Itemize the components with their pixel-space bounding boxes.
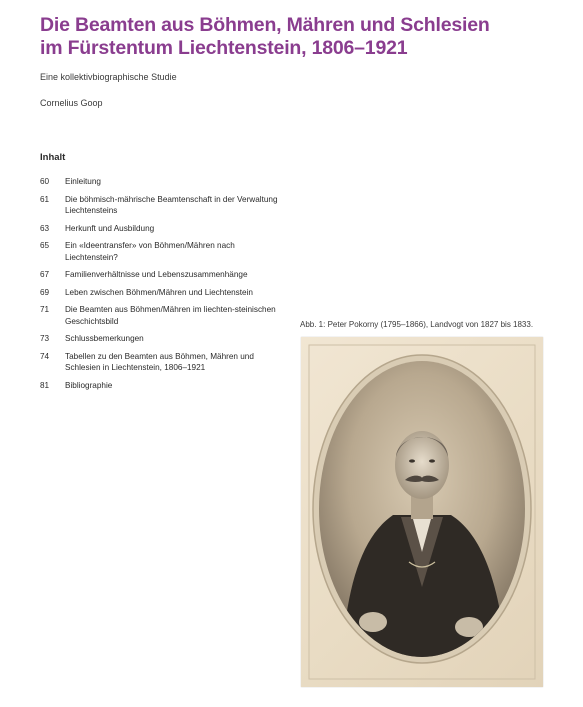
toc-item[interactable]: [40, 351, 280, 374]
toc-item[interactable]: [40, 269, 280, 281]
toc-page-number: 60: [40, 177, 50, 186]
table-of-contents: [40, 176, 280, 397]
document-title-line-1: Die Beamten aus Böhmen, Mähren und Schlesien: [40, 14, 490, 36]
toc-entry-title: Leben zwischen Böhmen/Mähren und Liechtenstein: [65, 287, 253, 297]
document-title: [40, 14, 560, 60]
document-author: Cornelius Goop: [40, 98, 103, 108]
portrait-illustration: [301, 337, 543, 687]
toc-item[interactable]: [40, 380, 280, 392]
figure-caption: Abb. 1: Peter Pokorny (1795–1866), Landvogt von 1827 bis 1833.: [300, 320, 534, 329]
toc-page-number: 65: [40, 241, 50, 250]
toc-item[interactable]: [40, 304, 280, 327]
toc-item[interactable]: [40, 194, 280, 217]
toc-item[interactable]: [40, 240, 280, 263]
toc-entry-title: Die böhmisch-mährische Beamtenschaft in der Verwaltung Liechtensteins: [65, 194, 278, 215]
toc-item[interactable]: [40, 223, 280, 235]
toc-entry-title: Bibliographie: [65, 380, 113, 390]
toc-entry-title: Einleitung: [65, 177, 101, 186]
toc-entry-title: Schlussbemerkungen: [65, 334, 144, 343]
toc-entry-title: Die Beamten aus Böhmen/Mähren im liechten-steinischen Geschichtsbild: [65, 305, 276, 326]
toc-entry-title: Ein «Ideentransfer» von Böhmen/Mähren nach Liechtenstein?: [65, 241, 235, 262]
head: [395, 431, 449, 499]
toc-heading: Inhalt: [40, 152, 66, 163]
toc-page-number: 73: [40, 334, 50, 343]
toc-entry-title: Herkunft und Ausbildung: [65, 223, 155, 233]
toc-item[interactable]: [40, 176, 280, 188]
eye: [409, 459, 415, 462]
toc-page-number: 74: [40, 351, 50, 361]
portrait-photograph: [301, 337, 543, 687]
toc-page-number: 61: [40, 194, 50, 204]
toc-page-number: 63: [40, 223, 50, 233]
toc-page-number: 69: [40, 287, 50, 297]
toc-entry-title: Tabellen zu den Beamten aus Böhmen, Mähren und Schlesien in Liechtenstein, 1806–1921: [65, 351, 254, 372]
toc-page-number: 81: [40, 380, 50, 390]
toc-item[interactable]: [40, 287, 280, 299]
toc-page-number: 67: [40, 270, 50, 279]
eye: [429, 459, 435, 462]
toc-entry-title: Familienverhältnisse und Lebenszusammenhänge: [65, 270, 248, 279]
toc-page-number: 71: [40, 305, 50, 314]
toc-item[interactable]: [40, 333, 280, 345]
document-subtitle: Eine kollektivbiographische Studie: [40, 72, 177, 82]
document-title-line-2: im Fürstentum Liechtenstein, 1806–1921: [40, 37, 408, 59]
hand: [359, 612, 387, 632]
